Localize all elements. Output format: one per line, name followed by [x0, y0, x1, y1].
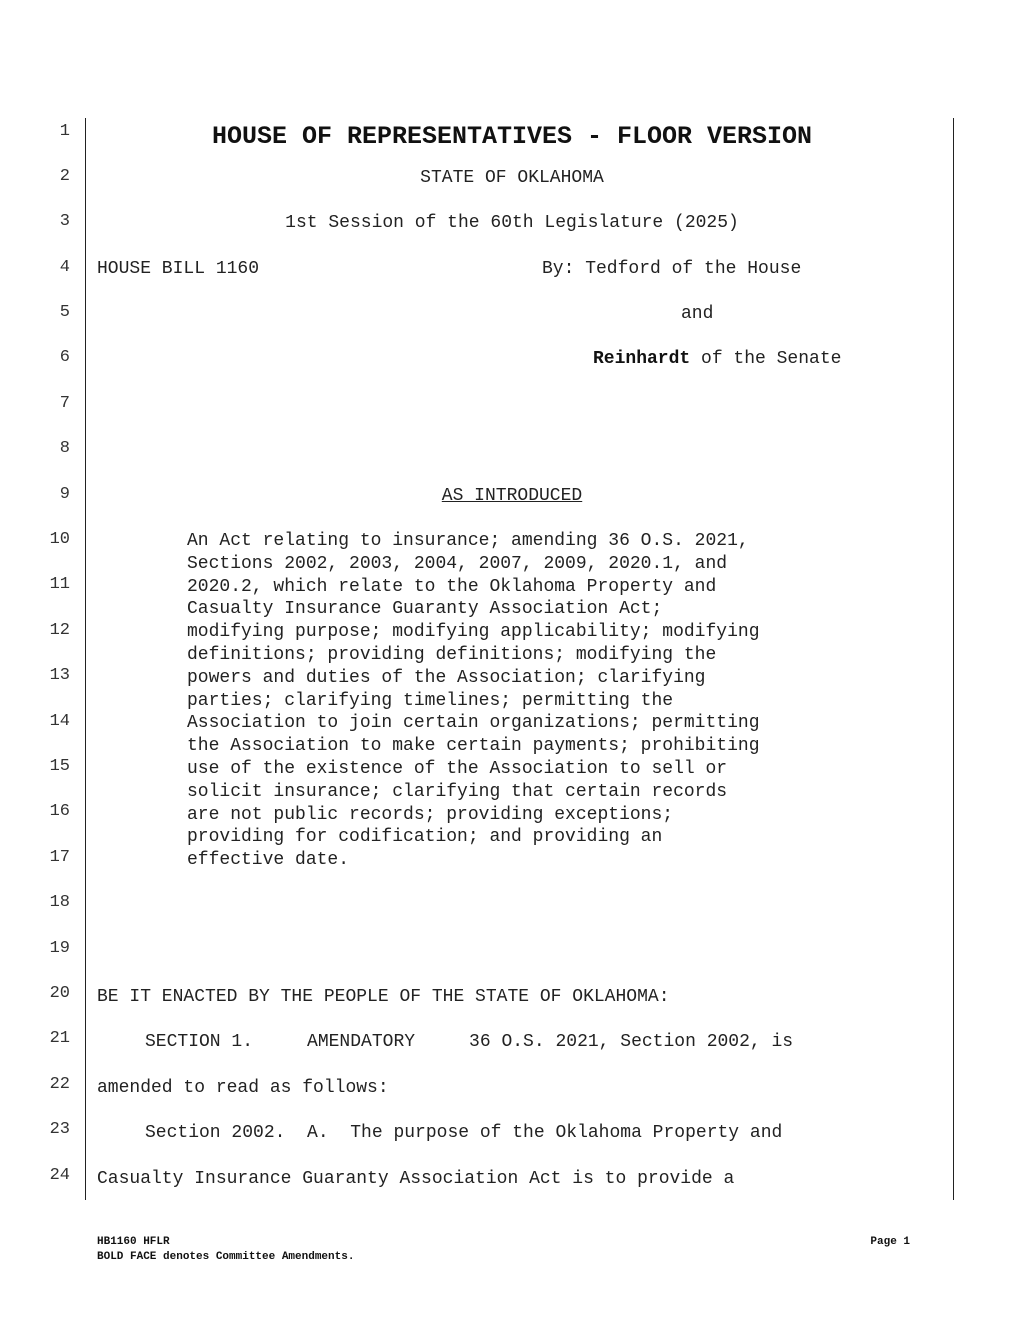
bill-abstract: [187, 530, 847, 872]
bill-number: HOUSE BILL 1160: [97, 259, 260, 279]
line-number: 8: [59, 439, 70, 458]
author-conjunction: and: [681, 304, 714, 324]
line-number: 9: [59, 485, 70, 504]
abstract-line: powers and duties of the Association; clarifying: [187, 667, 706, 688]
section-text-line: Section 2002. A. The purpose of the Oklahoma Property and: [145, 1123, 783, 1143]
line-number: 21: [49, 1029, 70, 1048]
page-number: Page 1: [870, 1236, 910, 1248]
line-number: 1: [59, 122, 70, 141]
line-number: 16: [49, 802, 70, 821]
line-number: 7: [59, 394, 70, 413]
line-number: 24: [49, 1166, 70, 1185]
line-number: 20: [49, 984, 70, 1003]
line-number: 15: [49, 757, 70, 776]
abstract-line: solicit insurance; clarifying that certain records: [187, 781, 728, 802]
line-number: 4: [59, 258, 70, 277]
senate-author-chamber: of the Senate: [690, 349, 842, 369]
state-heading: STATE OF OKLAHOMA: [420, 168, 604, 188]
bill-status-text: AS INTRODUCED: [441, 486, 583, 506]
abstract-line: modifying purpose; modifying applicability; modifying: [187, 622, 760, 643]
line-number: 13: [49, 666, 70, 685]
left-margin-rule: [85, 118, 86, 1200]
abstract-line: parties; clarifying timelines; permitting the: [187, 690, 674, 711]
section-heading: SECTION 1. AMENDATORY 36 O.S. 2021, Section 2002, is: [145, 1032, 794, 1052]
abstract-line: providing for codification; and providing an: [187, 827, 663, 848]
line-number: 23: [49, 1120, 70, 1139]
abstract-line: effective date.: [187, 850, 350, 871]
line-number: 2: [59, 167, 70, 186]
line-number: 17: [49, 848, 70, 867]
line-number: 12: [49, 621, 70, 640]
line-number: 3: [59, 212, 70, 231]
abstract-line: are not public records; providing exceptions;: [187, 804, 674, 825]
line-number: 22: [49, 1075, 70, 1094]
abstract-line: Casualty Insurance Guaranty Association Act;: [187, 599, 663, 620]
line-number: 5: [59, 303, 70, 322]
amended-clause: amended to read as follows:: [97, 1078, 389, 1098]
abstract-line: Association to join certain organizations; permitting: [187, 713, 760, 734]
senate-author-name: Reinhardt: [593, 349, 691, 369]
enacting-clause: BE IT ENACTED BY THE PEOPLE OF THE STATE OF OKLAHOMA:: [97, 987, 670, 1007]
line-number: 10: [49, 530, 70, 549]
footer-note: BOLD FACE denotes Committee Amendments.: [97, 1251, 355, 1263]
section-text-line: Casualty Insurance Guaranty Association Act is to provide a: [97, 1169, 735, 1189]
line-number: 6: [59, 348, 70, 367]
document-title: HOUSE OF REPRESENTATIVES - FLOOR VERSION: [211, 122, 813, 151]
line-number: 19: [49, 939, 70, 958]
abstract-line: the Association to make certain payments; prohibiting: [187, 736, 760, 757]
line-number: 14: [49, 712, 70, 731]
line-number: 11: [49, 575, 70, 594]
abstract-line: An Act relating to insurance; amending 36 O.S. 2021,: [187, 531, 749, 551]
session-heading: 1st Session of the 60th Legislature (2025): [285, 213, 739, 233]
line-number: 18: [49, 893, 70, 912]
footer-bill-code: HB1160 HFLR: [97, 1236, 170, 1248]
senate-author: [593, 348, 841, 370]
abstract-line: 2020.2, which relate to the Oklahoma Property and: [187, 576, 717, 597]
house-author: By: Tedford of the House: [542, 259, 802, 279]
abstract-line: Sections 2002, 2003, 2004, 2007, 2009, 2020.1, and: [187, 553, 728, 574]
abstract-line: use of the existence of the Association to sell or: [187, 758, 728, 779]
right-margin-rule: [953, 118, 954, 1200]
bill-status: [97, 485, 927, 507]
abstract-line: definitions; providing definitions; modifying the: [187, 644, 717, 665]
